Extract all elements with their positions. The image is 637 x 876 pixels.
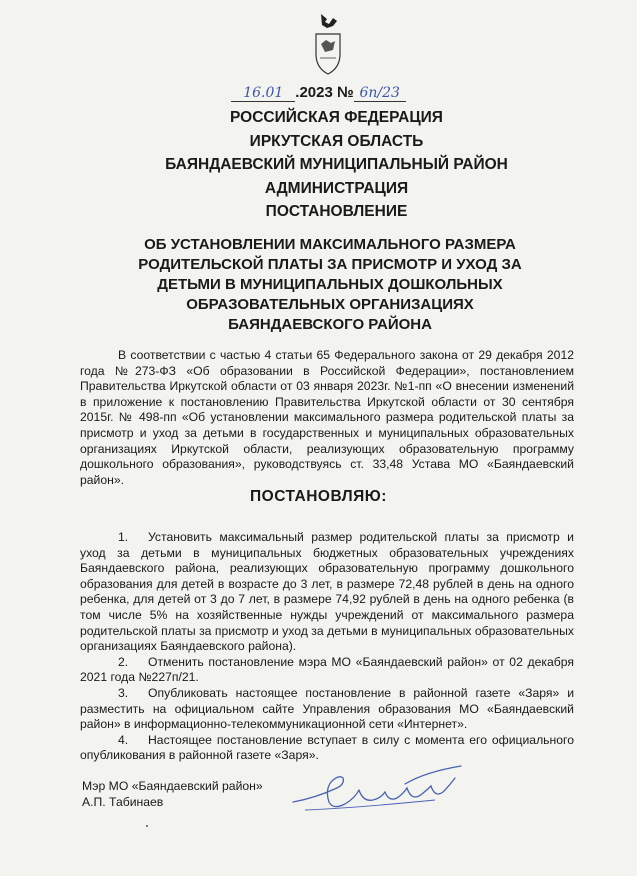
item-text: Отменить постановление мэра МО «Баяндаевский район» от 02 декабря 2021 года №227п/21. xyxy=(80,654,574,685)
title-line-3: ДЕТЬМИ В МУНИЦИПАЛЬНЫХ ДОШКОЛЬНЫХ xyxy=(157,276,503,293)
decree-item xyxy=(80,655,574,686)
item-number: 3. xyxy=(118,685,129,700)
item-text: Настоящее постановление вступает в силу с момента его официального опубликования в районной газете «Заря». xyxy=(80,732,574,763)
scan-speck xyxy=(146,825,148,827)
preamble-paragraph: В соответствии с частью 4 статьи 65 Федерального закона от 29 декабря 2012 года №273-ФЗ «Об образовании в Российской Федерации», постановлением Правительства Иркутской области от 03 января 2023г. №1-пп «О внесении изменений в приложение к постановлению Правительства Иркутской области от 30 сентября 2015г. № 498-пп «Об установлении максимального размера родительской платы за присмотр и уход за детьми в государственных и муниципальных образовательных организациях Иркутской области, реализующих образовательную программу дошкольного образования», руководствуясь ст. 33,48 Устава МО «Баяндаевский район». xyxy=(80,348,574,487)
signatory-name: А.П. Табинаев xyxy=(82,794,164,809)
title-line-5: БАЯНДАЕВСКОГО РАЙОНА xyxy=(228,316,432,333)
header-line-resolution: ПОСТАНОВЛЕНИЕ xyxy=(265,203,408,220)
handwritten-date: 16.01 xyxy=(231,85,295,102)
handwritten-signature xyxy=(285,758,465,818)
header-line-region: ИРКУТСКАЯ ОБЛАСТЬ xyxy=(249,132,424,150)
item-text: Опубликовать настоящее постановление в районной газете «Заря» и разместить на официальном сайте Управления образования МО «Баяндаевский район» в информационно-телекоммуникационной сети «Интернет». xyxy=(80,685,574,732)
document-header xyxy=(0,106,637,224)
title-line-4: ОБРАЗОВАТЕЛЬНЫХ ОРГАНИЗАЦИЯХ xyxy=(186,296,474,313)
decree-item xyxy=(80,686,574,733)
decree-heading: ПОСТАНОВЛЯЮ: xyxy=(250,488,387,505)
signatory-position: Мэр МО «Баяндаевский район» xyxy=(82,779,263,793)
decree-items xyxy=(80,530,574,764)
document-title xyxy=(100,235,560,335)
header-line-administration: АДМИНИСТРАЦИЯ xyxy=(264,179,409,197)
coat-of-arms-emblem xyxy=(313,10,343,76)
date-year-label: .2023 № xyxy=(295,84,354,101)
document-date-number xyxy=(0,84,637,102)
title-line-1: ОБ УСТАНОВЛЕНИИ МАКСИМАЛЬНОГО РАЗМЕРА xyxy=(144,236,516,253)
item-text: Установить максимальный размер родительской платы за присмотр и уход за детьми в муниципальных бюджетных образовательных учреждениях Баяндаевского района, реализующих образовательную программу дошкольного образования для детей в возрасте до 3 лет, в размере 72,48 рублей в день на одного ребенка, для детей от 3 до 7 лет, в размере 74,92 рублей в день на одного ребенка (в том числе 5% на хозяйственные нужды учреждений от максимального размера родительской платы за присмотр и уход за детьми в муниципальных образовательных организациях Баяндаевского района). xyxy=(80,530,574,654)
item-number: 4. xyxy=(118,732,129,747)
title-line-2: РОДИТЕЛЬСКОЙ ПЛАТЫ ЗА ПРИСМОТР И УХОД ЗА xyxy=(138,256,522,273)
header-line-country: РОССИЙСКАЯ ФЕДЕРАЦИЯ xyxy=(230,109,443,126)
header-line-district: БАЯНДАЕВСКИЙ МУНИЦИПАЛЬНЫЙ РАЙОН xyxy=(165,156,508,173)
decree-item xyxy=(80,530,574,655)
signature-block xyxy=(82,779,263,810)
handwritten-number: 6п/23 xyxy=(354,85,406,102)
item-number: 2. xyxy=(118,654,129,669)
item-number: 1. xyxy=(118,530,129,544)
